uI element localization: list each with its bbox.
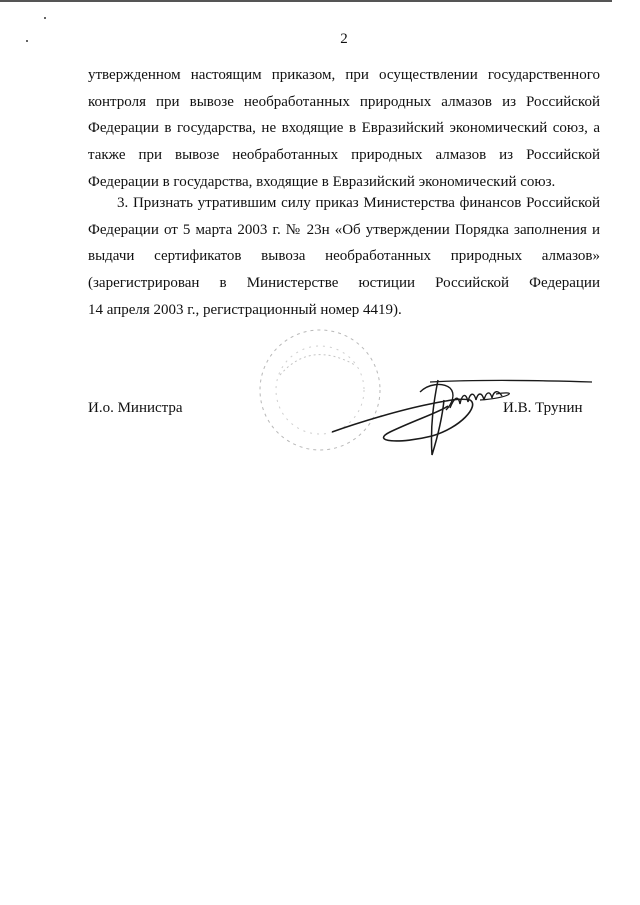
paragraph-item-3: [88, 190, 600, 324]
signer-name: И.В. Трунин: [503, 400, 583, 416]
signer-title: И.о. Министра: [88, 400, 183, 416]
scan-top-edge: [0, 0, 612, 2]
text-line: 3. Признать утратившим силу приказ Министерства финансов Российской: [117, 195, 600, 211]
text-line: контроля при вывозе необработанных природных алмазов из Российской: [88, 93, 600, 110]
handwritten-signature-icon: [320, 370, 600, 465]
text-line: выдачи сертификатов вывоза необработанных природных алмазов»: [88, 248, 600, 265]
paragraph-continuation: [88, 62, 600, 196]
text-line: утвержденном настоящим приказом, при осуществлении государственного: [88, 67, 600, 83]
text-line: 14 апреля 2003 г., регистрационный номер 4419).: [88, 301, 402, 318]
text-line: также при вывозе необработанных природных алмазов из Российской: [88, 147, 600, 164]
scan-speck: [44, 17, 46, 19]
text-line: Федерации в государства, не входящие в Евразийский экономический союз, а: [88, 120, 600, 137]
text-line: Федерации в государства, входящие в Евразийский экономический союз.: [88, 173, 556, 190]
text-line: (зарегистрирован в Министерстве юстиции Российской Федерации: [88, 275, 600, 292]
page-number: 2: [340, 31, 348, 47]
text-line: Федерации от 5 марта 2003 г. № 23н «Об утверждении Порядка заполнения и: [88, 221, 600, 238]
